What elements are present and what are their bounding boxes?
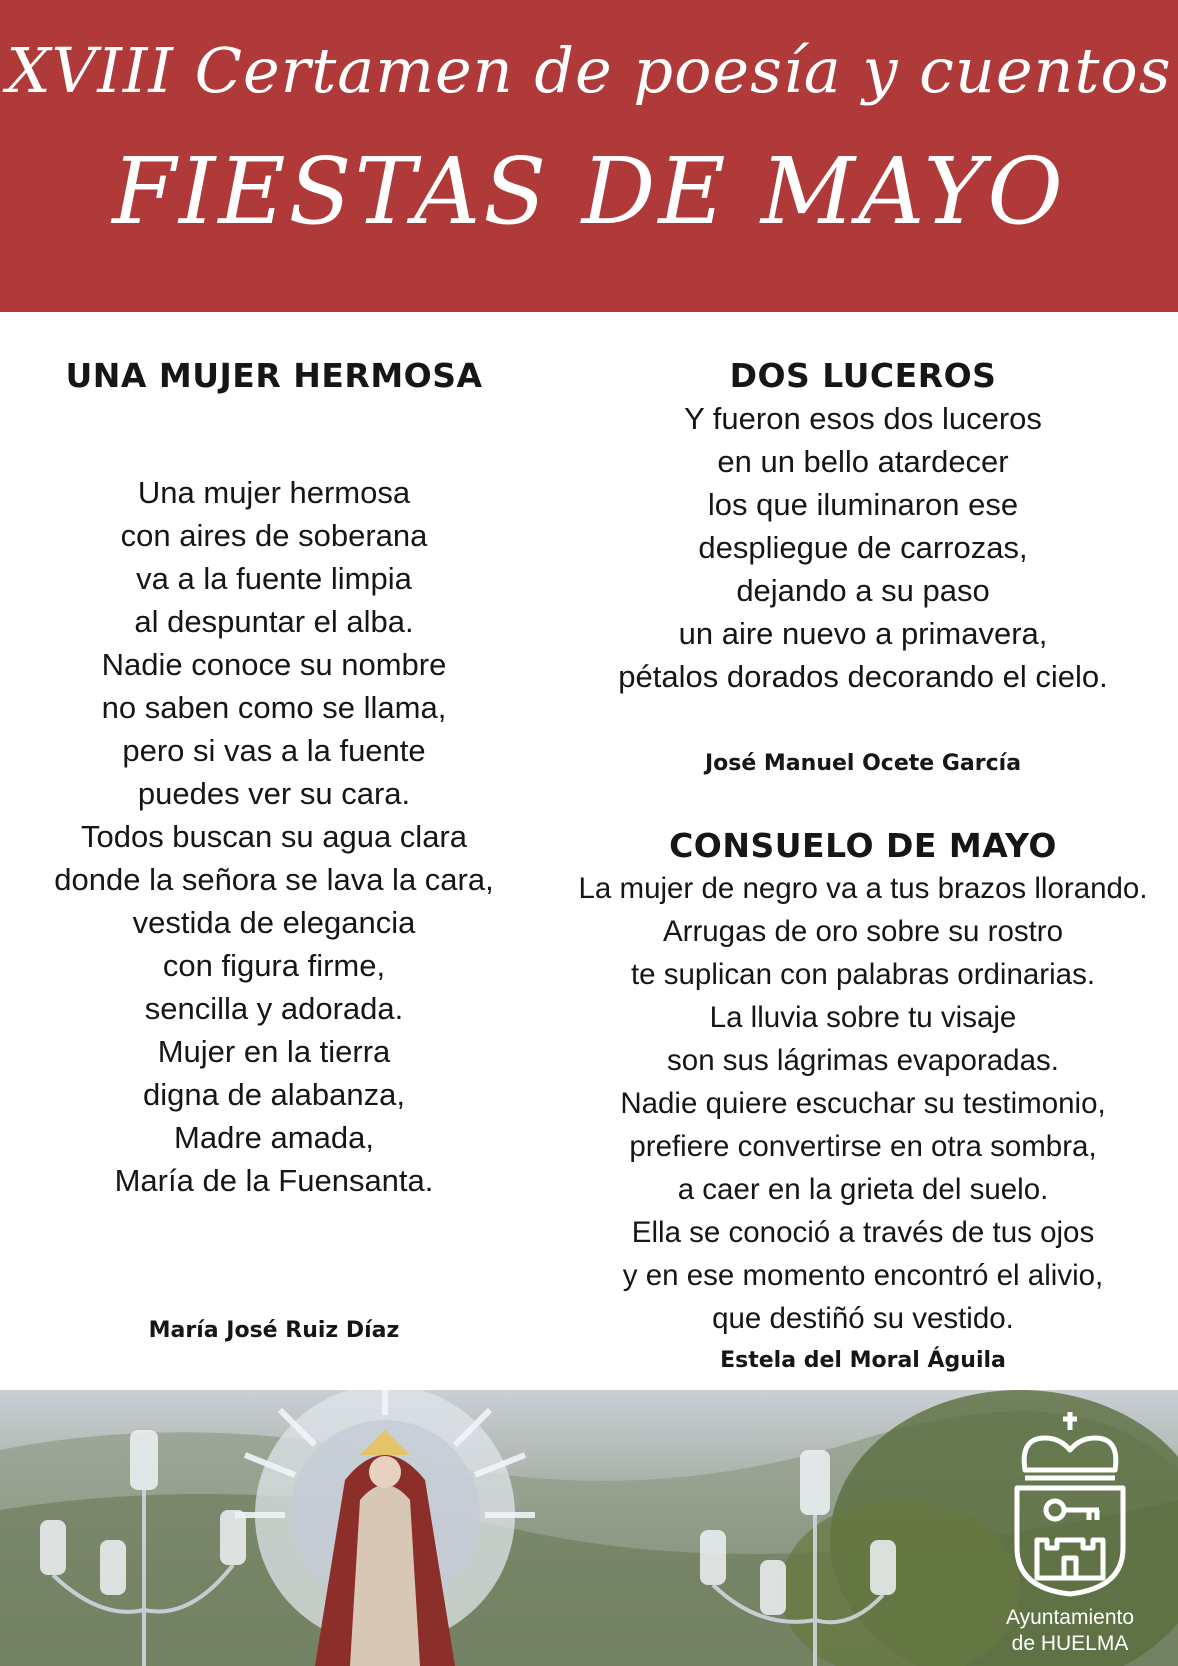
poem-author: José Manuel Ocete García — [704, 751, 1022, 776]
verse-line: y en ese momento encontró el alivio, — [622, 1259, 1104, 1292]
logo-caption-line2: de HUELMA — [1011, 1632, 1129, 1655]
verse-line: La lluvia sobre tu visaje — [709, 1001, 1017, 1034]
poem-verses — [548, 397, 1178, 698]
verse-line: Arrugas de oro sobre su rostro — [662, 915, 1064, 948]
verse-line: Ella se conoció a través de tus ojos — [631, 1216, 1095, 1249]
verse-line: Nadie quiere escuchar su testimonio, — [620, 1087, 1106, 1120]
verse-line: pétalos dorados decorando el cielo. — [618, 659, 1108, 694]
poster-header — [0, 0, 1178, 312]
verse-line: son sus lágrimas evaporadas. — [667, 1044, 1059, 1077]
poem-title: DOS LUCEROS — [729, 356, 997, 395]
verse-line: Y fueron esos dos luceros — [684, 401, 1042, 436]
poem-verses — [548, 867, 1178, 1340]
verse-line: con aires de soberana — [120, 518, 428, 553]
poem-una-mujer-hermosa — [0, 356, 548, 1202]
verse-line: que destiñó su vestido. — [712, 1302, 1014, 1335]
poem-author: Estela del Moral Águila — [720, 1348, 1006, 1373]
verse-line: te suplican con palabras ordinarias. — [630, 958, 1096, 991]
poem-author: María José Ruiz Díaz — [148, 1318, 400, 1343]
verse-line: Nadie conoce su nombre — [101, 647, 447, 682]
verse-line: puedes ver su cara. — [137, 776, 411, 811]
verse-line: digna de alabanza, — [142, 1077, 405, 1112]
verse-line: Mujer en la tierra — [157, 1034, 391, 1069]
verse-line: La mujer de negro va a tus brazos llorando. — [578, 872, 1148, 905]
verse-line: al despuntar el alba. — [134, 604, 414, 639]
poem-consuelo-de-mayo — [548, 826, 1178, 1340]
verse-line: vestida de elegancia — [132, 905, 416, 940]
verse-line: a caer en la grieta del suelo. — [677, 1173, 1049, 1206]
poem-verses — [0, 471, 548, 1202]
verse-line: María de la Fuensanta. — [114, 1163, 434, 1198]
verse-line: Madre amada, — [174, 1120, 374, 1155]
verse-line: un aire nuevo a primavera, — [678, 616, 1048, 651]
verse-line: Todos buscan su agua clara — [80, 819, 468, 854]
verse-line: donde la señora se lava la cara, — [54, 862, 494, 897]
verse-line: los que iluminaron ese — [707, 487, 1019, 522]
verse-line: en un bello atardecer — [717, 444, 1009, 479]
verse-line: con figura firme, — [162, 948, 386, 983]
logo-caption-line1: Ayuntamiento — [1005, 1606, 1135, 1629]
verse-line: dejando a su paso — [736, 573, 990, 608]
poem-dos-luceros — [548, 356, 1178, 698]
verse-line: despliegue de carrozas, — [698, 530, 1028, 565]
verse-line: Una mujer hermosa — [137, 475, 411, 510]
festival-title: FIESTAS DE MAYO — [112, 138, 1066, 245]
verse-line: prefiere convertirse en otra sombra, — [629, 1130, 1097, 1163]
verse-line: no saben como se llama, — [101, 690, 447, 725]
verse-line: pero si vas a la fuente — [122, 733, 426, 768]
verse-line: sencilla y adorada. — [144, 991, 404, 1026]
huelma-coat-of-arms-icon — [975, 1408, 1165, 1598]
verse-line: va a la fuente limpia — [136, 561, 412, 596]
ayuntamiento-logo — [975, 1408, 1165, 1658]
poem-title: CONSUELO DE MAYO — [669, 826, 1057, 865]
contest-title: XVIII Certamen de poesía y cuentos — [6, 34, 1172, 107]
poem-title: UNA MUJER HERMOSA — [65, 356, 483, 395]
